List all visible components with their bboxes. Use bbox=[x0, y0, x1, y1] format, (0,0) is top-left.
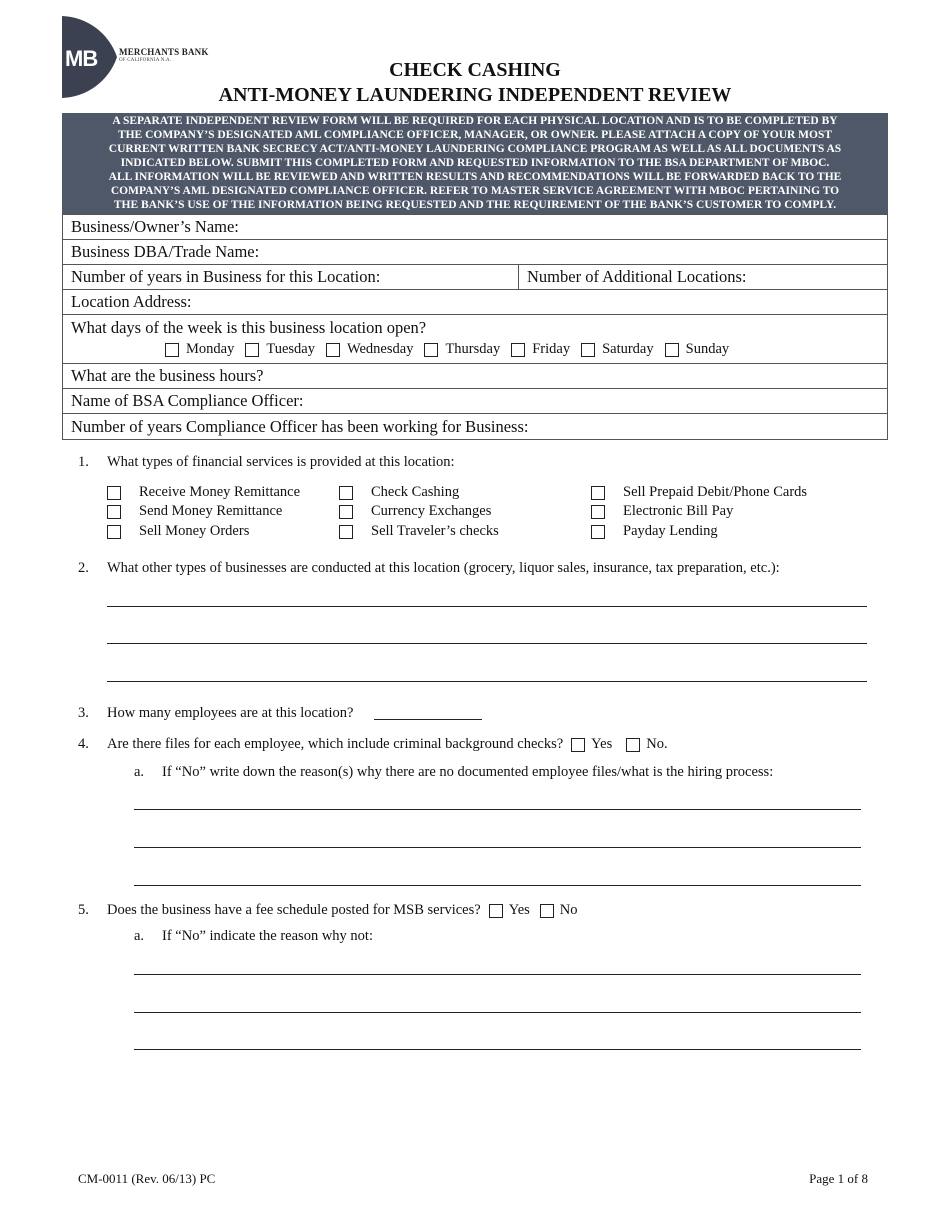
instructions-notice bbox=[62, 113, 888, 214]
checkbox[interactable] bbox=[339, 525, 353, 539]
checkbox[interactable] bbox=[165, 343, 179, 357]
q2-answer-line-1[interactable] bbox=[107, 606, 867, 607]
q5a-answer-line-1[interactable] bbox=[134, 974, 861, 975]
notice-line: THE COMPANY’S DESIGNATED AML COMPLIANCE OFFICER, MANAGER, OR OWNER. PLEASE ATTACH A COPY OF YOUR MOST bbox=[117, 129, 833, 141]
q2-number: 2. bbox=[78, 560, 89, 576]
compliance-officer-label: Name of BSA Compliance Officer: bbox=[71, 391, 304, 410]
no-label: No bbox=[559, 902, 578, 918]
checkbox[interactable] bbox=[107, 505, 121, 519]
service-label: Electronic Bill Pay bbox=[623, 503, 734, 519]
additional-locations-label: Number of Additional Locations: bbox=[527, 267, 747, 286]
q4a-text: If “No” write down the reason(s) why there are no documented employee files/what is the hiring process: bbox=[162, 764, 774, 780]
q1-number: 1. bbox=[78, 454, 89, 470]
service-prepaid-cards[interactable] bbox=[591, 484, 807, 501]
officer-years-label: Number of years Compliance Officer has been working for Business: bbox=[71, 416, 529, 436]
q4a-answer-line-3[interactable] bbox=[134, 885, 861, 886]
day-label: Saturday bbox=[602, 341, 654, 357]
service-label: Receive Money Remittance bbox=[139, 484, 301, 500]
days-open-row bbox=[63, 315, 887, 364]
day-monday[interactable] bbox=[165, 341, 234, 358]
q5a-text: If “No” indicate the reason why not: bbox=[162, 928, 373, 944]
yes-label: Yes bbox=[508, 902, 530, 918]
service-currency-exchange[interactable] bbox=[339, 503, 491, 520]
owner-name-label: Business/Owner’s Name: bbox=[71, 217, 239, 236]
service-label: Sell Prepaid Debit/Phone Cards bbox=[623, 484, 808, 500]
day-label: Friday bbox=[532, 341, 571, 357]
checkbox[interactable] bbox=[245, 343, 259, 357]
service-label: Currency Exchanges bbox=[371, 503, 492, 519]
checkbox[interactable] bbox=[339, 505, 353, 519]
checkbox[interactable] bbox=[107, 486, 121, 500]
notice-line: THE BANK’S USE OF THE INFORMATION BEING REQUESTED AND THE REQUIREMENT OF THE BANK’S CUSTOMER TO COMPLY. bbox=[113, 199, 837, 211]
officer-years-field[interactable] bbox=[63, 414, 887, 439]
q4-yes-option[interactable] bbox=[571, 736, 612, 753]
checkbox[interactable] bbox=[489, 904, 503, 918]
additional-locations-field[interactable] bbox=[519, 265, 747, 289]
day-label: Thursday bbox=[445, 341, 501, 357]
q5-number: 5. bbox=[78, 902, 89, 918]
day-saturday[interactable] bbox=[581, 341, 654, 358]
q5-yes-option[interactable] bbox=[489, 902, 530, 919]
checkbox[interactable] bbox=[326, 343, 340, 357]
form-title: CHECK CASHING bbox=[389, 59, 561, 81]
form-subtitle: ANTI-MONEY LAUNDERING INDEPENDENT REVIEW bbox=[218, 84, 732, 106]
form-id: CM-0011 (Rev. 06/13) PC bbox=[78, 1171, 216, 1186]
day-tuesday[interactable] bbox=[245, 341, 315, 358]
notice-line: CURRENT WRITTEN BANK SECRECY ACT/ANTI-MONEY LAUNDERING COMPLIANCE PROGRAM AS WELL AS ALL DOCUMENTS AS bbox=[108, 143, 842, 155]
service-label: Sell Money Orders bbox=[139, 523, 250, 539]
day-label: Wednesday bbox=[346, 341, 414, 357]
q2-answer-line-3[interactable] bbox=[107, 681, 867, 682]
days-question: What days of the week is this business location open? bbox=[71, 318, 427, 337]
checkbox[interactable] bbox=[591, 486, 605, 500]
notice-line: ALL INFORMATION WILL BE REVIEWED AND WRITTEN RESULTS AND RECOMMENDATIONS WILL BE FORWARDED BACK TO THE bbox=[108, 171, 842, 183]
location-address-label: Location Address: bbox=[71, 292, 192, 311]
checkbox[interactable] bbox=[571, 738, 585, 752]
day-label: Sunday bbox=[685, 341, 730, 357]
day-wednesday[interactable] bbox=[326, 341, 413, 358]
checkbox[interactable] bbox=[339, 486, 353, 500]
q3-number: 3. bbox=[78, 705, 89, 721]
years-in-business-field[interactable] bbox=[63, 265, 519, 289]
business-info-table bbox=[62, 214, 888, 440]
checkbox[interactable] bbox=[540, 904, 554, 918]
day-label: Tuesday bbox=[266, 341, 315, 357]
q5-text: Does the business have a fee schedule posted for MSB services? bbox=[107, 902, 481, 918]
q5-row bbox=[107, 902, 578, 919]
q5a-letter: a. bbox=[134, 928, 145, 944]
service-label: Payday Lending bbox=[623, 523, 718, 539]
dba-name-label: Business DBA/Trade Name: bbox=[71, 242, 260, 261]
yes-label: Yes bbox=[591, 736, 613, 752]
dba-name-field[interactable] bbox=[63, 240, 887, 265]
day-label: Monday bbox=[186, 341, 235, 357]
checkbox[interactable] bbox=[591, 505, 605, 519]
day-thursday[interactable] bbox=[424, 341, 500, 358]
compliance-officer-field[interactable] bbox=[63, 389, 887, 414]
q5-no-option[interactable] bbox=[540, 902, 578, 919]
service-check-cashing[interactable] bbox=[339, 484, 459, 501]
q4-number: 4. bbox=[78, 736, 89, 752]
q4-text: Are there files for each employee, which include criminal background checks? bbox=[107, 736, 564, 752]
notice-line: INDICATED BELOW. SUBMIT THIS COMPLETED FORM AND REQUESTED INFORMATION TO THE BSA DEPARTMENT OF MBOC. bbox=[120, 157, 830, 169]
q4a-answer-line-1[interactable] bbox=[134, 809, 861, 810]
bank-name: MERCHANTS BANK bbox=[119, 47, 209, 57]
checkbox[interactable] bbox=[107, 525, 121, 539]
q4-no-option[interactable] bbox=[626, 736, 667, 753]
q2-text: What other types of businesses are conducted at this location (grocery, liquor sales, insurance, tax preparation, etc.): bbox=[107, 560, 780, 576]
q2-answer-line-2[interactable] bbox=[107, 643, 867, 644]
business-hours-label: What are the business hours? bbox=[71, 366, 264, 385]
checkbox[interactable] bbox=[581, 343, 595, 357]
q1-text: What types of financial services is provided at this location: bbox=[107, 454, 455, 470]
q4-row bbox=[107, 736, 668, 753]
business-hours-field[interactable] bbox=[63, 364, 887, 389]
page-number: Page 1 of 8 bbox=[809, 1171, 868, 1186]
years-in-business-label: Number of years in Business for this Location: bbox=[71, 267, 381, 286]
logo-mark-text: MB bbox=[65, 46, 98, 71]
q5a-answer-line-2[interactable] bbox=[134, 1012, 861, 1013]
location-address-field[interactable] bbox=[63, 290, 887, 315]
checkbox[interactable] bbox=[424, 343, 438, 357]
q3-text: How many employees are at this location? bbox=[107, 705, 354, 721]
checkbox[interactable] bbox=[626, 738, 640, 752]
q4a-letter: a. bbox=[134, 764, 145, 780]
checkbox[interactable] bbox=[591, 525, 605, 539]
service-payday-lending[interactable] bbox=[591, 523, 718, 540]
day-friday[interactable] bbox=[511, 341, 570, 358]
years-locations-row bbox=[63, 265, 887, 290]
bank-subtitle: OF CALIFORNIA N.A. bbox=[119, 58, 172, 63]
checkbox[interactable] bbox=[511, 343, 525, 357]
owner-name-field[interactable] bbox=[63, 215, 887, 240]
service-bill-pay[interactable] bbox=[591, 503, 733, 520]
service-travelers-checks[interactable] bbox=[339, 523, 499, 540]
service-label: Check Cashing bbox=[371, 484, 460, 500]
service-label: Send Money Remittance bbox=[139, 503, 283, 519]
q5a-answer-line-3[interactable] bbox=[134, 1049, 861, 1050]
notice-line: COMPANY’S AML DESIGNATED COMPLIANCE OFFICER. REFER TO MASTER SERVICE AGREEMENT WITH MBOC PERTAINING TO bbox=[110, 185, 840, 197]
service-send-remittance[interactable] bbox=[107, 503, 282, 520]
q4a-answer-line-2[interactable] bbox=[134, 847, 861, 848]
day-sunday[interactable] bbox=[665, 341, 730, 358]
employee-count-line[interactable] bbox=[374, 719, 482, 720]
checkbox[interactable] bbox=[665, 343, 679, 357]
service-receive-remittance[interactable] bbox=[107, 484, 300, 501]
days-checkbox-group bbox=[165, 341, 887, 358]
service-label: Sell Traveler’s checks bbox=[371, 523, 499, 539]
service-money-orders[interactable] bbox=[107, 523, 249, 540]
notice-line: A SEPARATE INDEPENDENT REVIEW FORM WILL BE REQUIRED FOR EACH PHYSICAL LOCATION AND IS TO BE COMPLETED BY bbox=[112, 115, 838, 127]
no-label: No. bbox=[646, 736, 668, 752]
